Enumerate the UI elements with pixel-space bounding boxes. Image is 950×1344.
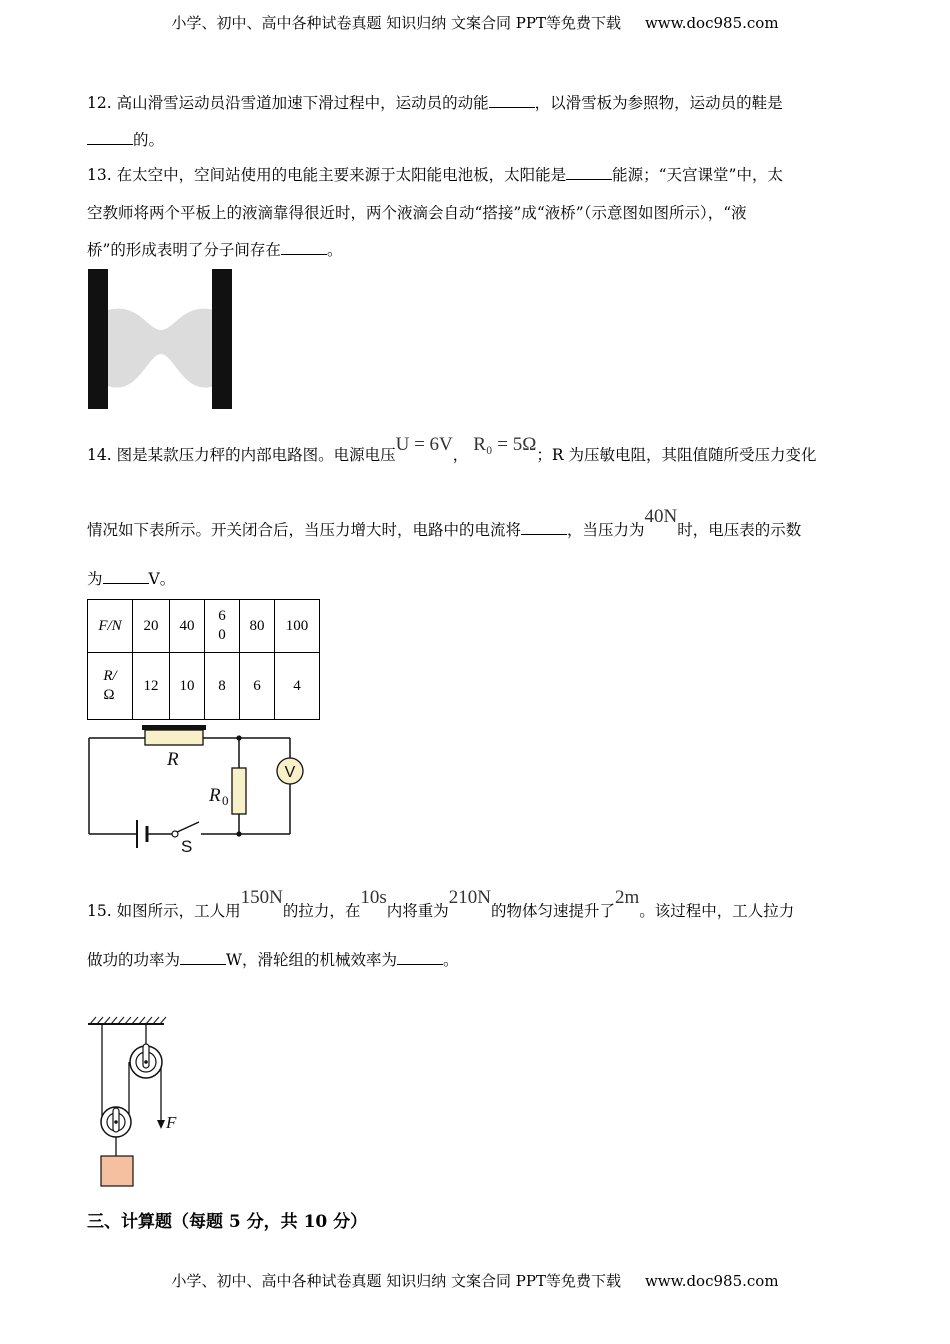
junction-dot: [236, 735, 241, 740]
switch-contact-icon: [172, 831, 178, 837]
movable-pulley-icon: [101, 1107, 131, 1137]
table-cell: 12: [133, 653, 170, 720]
table-cell: 80: [240, 600, 275, 653]
section-title: 三、计算题（每题 5 分，共 10 分）: [87, 1212, 368, 1232]
label-r0-subscript: 0: [222, 793, 229, 808]
label-switch: S: [181, 837, 193, 856]
pulley-figure: [86, 1016, 196, 1188]
circuit-diagram: [85, 722, 305, 858]
label-r0: R: [209, 785, 221, 806]
q15-line1: 15. 如图所示，工人用150N的拉力，在10s内将重为210N的物体匀速提升了2m。该过程中，工人拉力: [87, 887, 795, 920]
force-value: 40N: [644, 506, 678, 527]
ceiling-hatch: [90, 1017, 166, 1024]
q13-blank-2[interactable]: [281, 253, 327, 255]
q13-line1: 13. 在太空中，空间站使用的电能主要来源于太阳能电池板，太阳能是 能源；“天宫课堂”中，太: [87, 166, 783, 184]
pressure-resistance-table: [87, 599, 320, 720]
table-row-resistance: [88, 653, 320, 720]
force-arrow-icon: [157, 1120, 165, 1129]
page-footer: [0, 1270, 950, 1291]
page-header: [0, 12, 950, 33]
table-cell: 4: [275, 653, 320, 720]
liquid-bridge-figure: [88, 268, 234, 410]
footer-site[interactable]: www.doc985.com: [644, 1272, 779, 1290]
fixed-pulley-icon: [130, 1044, 162, 1078]
q13-line2: 空教师将两个平板上的液滴靠得很近时，两个液滴会自动“搭接”成“液桥”（示意图如图所示），“液: [87, 204, 747, 222]
table-cell: 6: [240, 653, 275, 720]
pressure-plate: [142, 725, 206, 730]
q15-line2: 做功的功率为 W，滑轮组的机械效率为 。: [87, 951, 459, 969]
time-value: 10s: [360, 887, 387, 908]
q14-line2: 情况如下表所示。开关闭合后，当压力增大时，电路中的电流将 ，当压力为40N时，电压表的示数: [87, 506, 802, 539]
table-cell: 8: [205, 653, 240, 720]
height-value: 2m: [615, 887, 640, 908]
table-cell: 6 0: [205, 600, 240, 653]
q12-blank-2[interactable]: [87, 143, 133, 145]
table-cell: 100: [275, 600, 320, 653]
r0-formula: R₀ = 5Ω: [473, 434, 537, 455]
table-row-force: [88, 600, 320, 653]
table-header-resistance: R/ Ω: [88, 653, 133, 720]
right-plate: [212, 269, 232, 409]
q15-blank-2[interactable]: [397, 963, 443, 965]
footer-text: 小学、初中、高中各种试卷真题 知识归纳 文案合同 PPT等免费下载: [171, 1272, 621, 1290]
resistor-r0: [232, 768, 246, 814]
resistor-r: [145, 730, 203, 745]
q14-blank-2[interactable]: [103, 582, 149, 584]
label-r: R: [167, 749, 179, 770]
q15-blank-1[interactable]: [180, 963, 226, 965]
load-block: [101, 1156, 133, 1186]
q14-blank-1[interactable]: [521, 533, 567, 535]
q12-line2: 的。: [87, 128, 164, 150]
table-cell: 20: [133, 600, 170, 653]
voltmeter-label: V: [284, 764, 296, 781]
table-cell: 10: [170, 653, 205, 720]
table-cell: 40: [170, 600, 205, 653]
header-text: 小学、初中、高中各种试卷真题 知识归纳 文案合同 PPT等免费下载: [171, 14, 621, 32]
q14-line1: 14. 图是某款压力秤的内部电路图。电源电压U = 6V， R₀ = 5Ω；R 为压敏电阻，其阻值随所受压力变化: [87, 434, 817, 464]
junction-dot: [236, 831, 241, 836]
header-site[interactable]: www.doc985.com: [644, 14, 779, 32]
weight-value: 210N: [448, 887, 491, 908]
pull-force-value: 150N: [240, 887, 283, 908]
left-plate: [88, 269, 108, 409]
voltage-formula: U = 6V: [395, 434, 453, 455]
q12-line1: 12. 高山滑雪运动员沿雪道加速下滑过程中，运动员的动能 ，以滑雪板为参照物，运动员的鞋是: [87, 94, 783, 112]
q13-blank-1[interactable]: [566, 178, 612, 180]
label-f: F: [166, 1113, 177, 1132]
q12-blank-1[interactable]: [489, 106, 535, 108]
q13-line3: 桥”的形成表明了分子间存在 。: [87, 241, 343, 259]
liquid-bridge-shape: [108, 309, 214, 388]
q14-line3: 为 V。: [87, 570, 176, 588]
table-header-force: F/N: [88, 600, 133, 653]
